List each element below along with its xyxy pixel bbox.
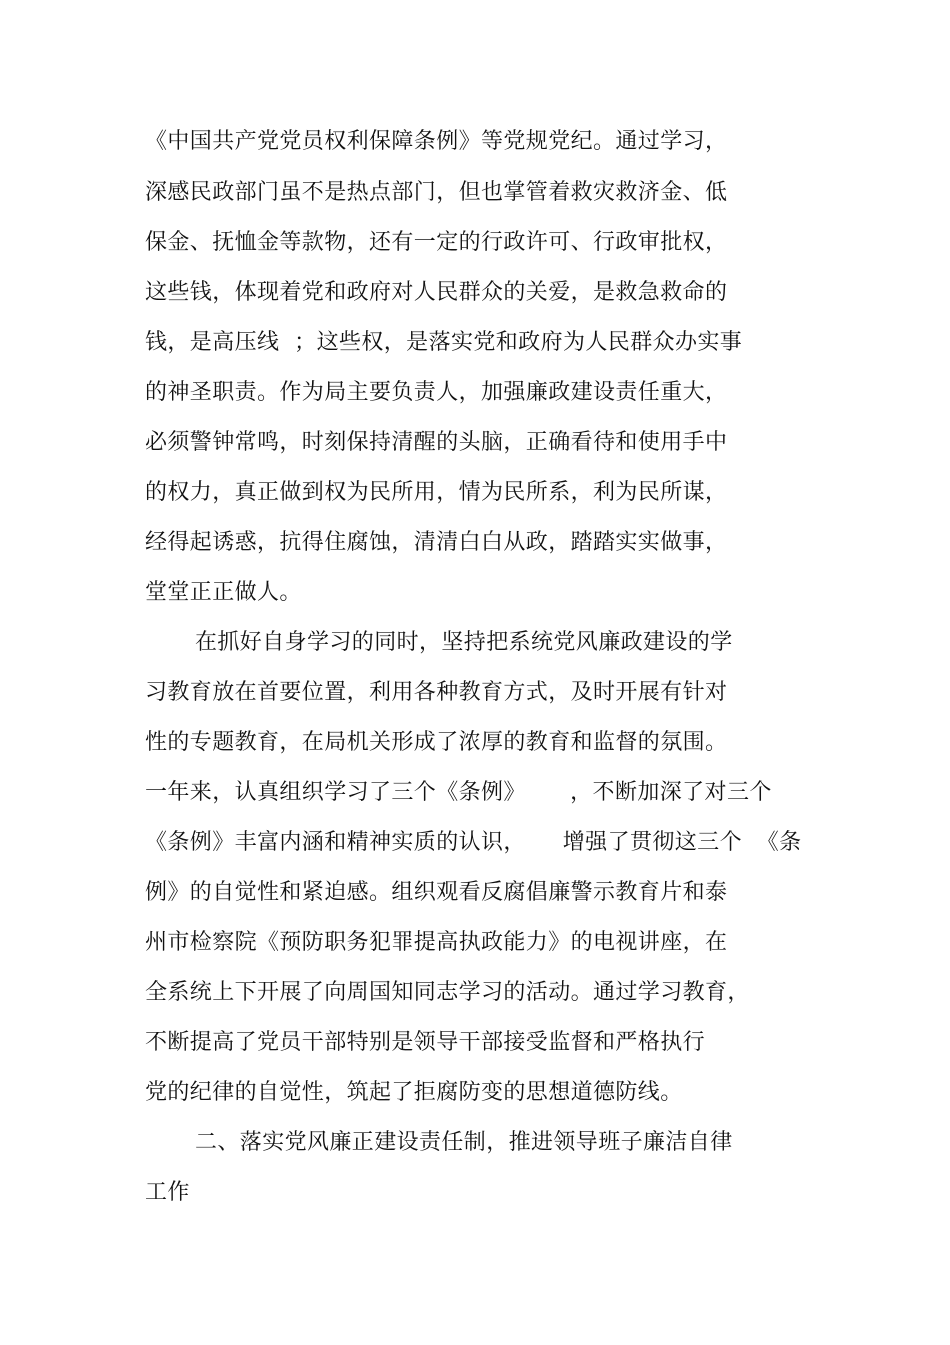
text-line-20: 党的纪律的自觉性，筑起了拒腐防变的思想道德防线。: [145, 1080, 683, 1105]
text-line-4: 这些钱，体现着党和政府对人民群众的关爱，是救急救命的: [145, 280, 728, 305]
text-line-7: 必须警钟常鸣，时刻保持清醒的头脑，正确看待和使用手中: [145, 430, 728, 455]
text-line-6: 的神圣职责。作为局主要负责人，加强廉政建设责任重大，: [145, 380, 728, 405]
text-line-2: 深感民政部门虽不是热点部门，但也掌管着救灾救济金、低: [145, 180, 728, 205]
text-line-16: 例》的自觉性和紧迫感。组织观看反腐倡廉警示教育片和泰: [145, 880, 728, 905]
text-line-1: 《中国共产党党员权利保障条例》等党规党纪。通过学习，: [145, 129, 728, 154]
text-line-17: 州市检察院《预防职务犯罪提高执政能力》的电视讲座，在: [145, 930, 728, 955]
text-line-19: 不断提高了党员干部特别是领导干部接受监督和严格执行: [145, 1030, 706, 1055]
section-heading-continuation: 工作: [145, 1180, 190, 1205]
text-line-15: 《条例》丰富内涵和精神实质的认识， 增强了贯彻这三个 《条: [145, 830, 802, 855]
text-line-3: 保金、抚恤金等款物，还有一定的行政许可、行政审批权，: [145, 230, 728, 255]
text-line-9: 经得起诱惑，抗得住腐蚀，清清白白从政，踏踏实实做事，: [145, 530, 728, 555]
text-line-18: 全系统上下开展了向周国知同志学习的活动。通过学习教育，: [145, 980, 750, 1005]
text-line-10: 堂堂正正做人。: [145, 580, 302, 605]
text-line-5: 钱，是高压线 ；这些权，是落实党和政府为人民群众办实事: [145, 330, 743, 355]
paragraph-first-line: 在抓好自身学习的同时，坚持把系统党风廉政建设的学: [195, 630, 733, 655]
text-line-12: 习教育放在首要位置，利用各种教育方式，及时开展有针对: [145, 680, 728, 705]
text-line-13: 性的专题教育，在局机关形成了浓厚的教育和监督的氛围。: [145, 730, 728, 755]
text-line-8: 的权力，真正做到权为民所用，情为民所系，利为民所谋，: [145, 480, 728, 505]
section-heading-line: 二、落实党风廉正建设责任制，推进领导班子廉洁自律: [195, 1130, 733, 1155]
text-line-14: 一年来，认真组织学习了三个《条例》 ，不断加深了对三个: [145, 780, 772, 805]
